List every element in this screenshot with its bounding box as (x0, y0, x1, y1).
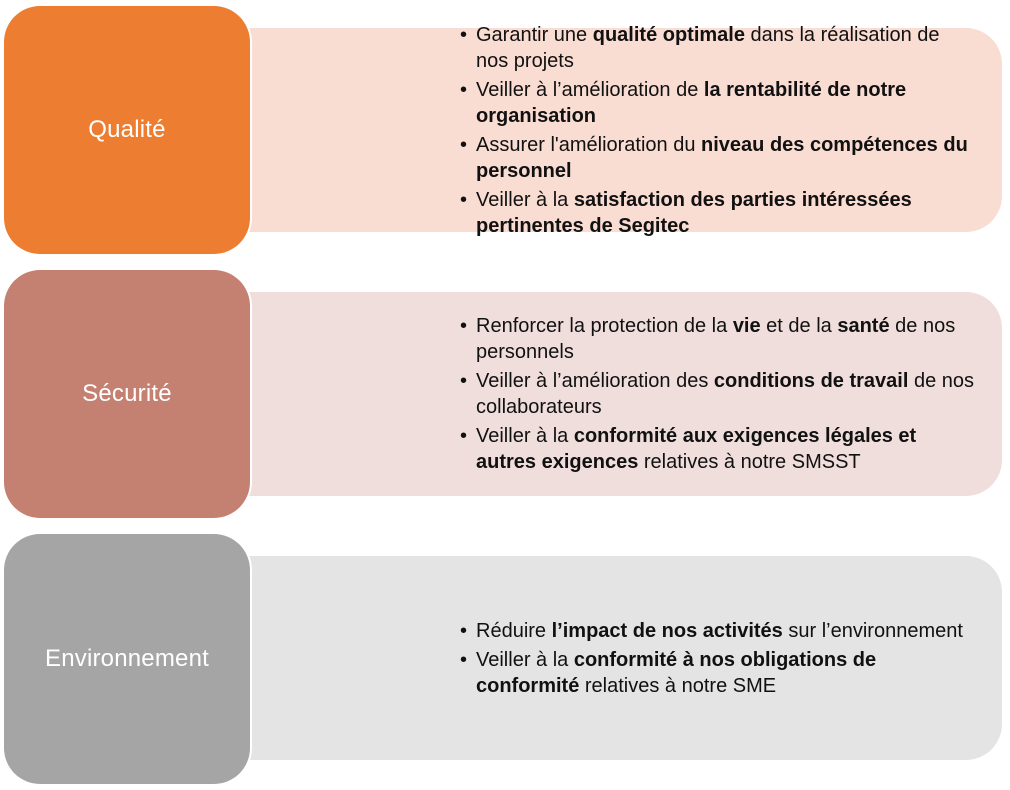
item-bold-text: conformité aux exigences légales et autres exigences (476, 425, 917, 473)
list-item (458, 22, 974, 74)
bullet-icon: • (460, 78, 468, 101)
list-item (458, 132, 974, 184)
item-text: et de la (760, 315, 838, 337)
section-qualite (0, 0, 1010, 260)
qualite-bullet-list (458, 19, 974, 242)
item-text: Veiller à la (476, 648, 574, 671)
environnement-bullet-list (458, 615, 974, 702)
item-bold-text: conformité à nos obligations de conformité (476, 648, 877, 697)
item-bold-text: niveau des compétences du personnel (476, 133, 968, 182)
item-bold-text: satisfaction des parties intéressées pertinentes de Segitec (476, 188, 912, 237)
item-text: Renforcer la protection de la (476, 315, 733, 337)
list-item (458, 423, 974, 475)
item-text: Garantir une (476, 23, 593, 46)
item-text: Veiller à la (476, 425, 574, 447)
section-securite (0, 266, 1010, 524)
item-bold-text: la rentabilité de notre organisation (476, 78, 907, 127)
item-bold-text: qualité optimale (592, 23, 745, 46)
bullet-icon: • (460, 133, 468, 156)
environnement-tile (4, 534, 250, 784)
environnement-panel (200, 556, 1002, 760)
list-item (458, 77, 974, 129)
list-item (458, 368, 974, 420)
item-bold-text: conditions de travail (713, 370, 909, 392)
item-text: Assurer l'amélioration du (476, 133, 702, 156)
item-text: de nos collaborateurs (476, 370, 974, 418)
securite-panel (200, 292, 1002, 496)
item-bold-text: l’impact de nos activités (551, 619, 783, 642)
item-text: relatives à notre SMSST (638, 451, 861, 473)
securite-tile (4, 270, 250, 518)
qualite-panel (200, 23, 1002, 237)
bullet-icon: • (460, 315, 468, 337)
item-text: Veiller à la (476, 188, 574, 211)
item-text: Veiller à l’amélioration des (476, 370, 714, 392)
item-text: relatives à notre SME (579, 674, 777, 697)
bullet-icon: • (460, 619, 468, 642)
list-item (458, 187, 974, 239)
securite-bullet-list (458, 310, 974, 478)
bullet-icon: • (460, 425, 468, 447)
item-text: Réduire (476, 619, 552, 642)
list-item (458, 618, 974, 644)
section-title: Qualité (88, 116, 166, 143)
qualite-tile (4, 6, 250, 254)
item-text: dans la réalisation de nos projets (476, 23, 940, 72)
list-item (458, 313, 974, 365)
bullet-icon: • (460, 648, 468, 671)
bullet-icon: • (460, 370, 468, 392)
bullet-icon: • (460, 23, 468, 46)
section-title: Sécurité (82, 380, 172, 407)
item-text: sur l’environnement (782, 619, 963, 642)
list-item (458, 647, 974, 699)
item-text: Veiller à l’amélioration de (476, 78, 704, 101)
section-environnement (0, 530, 1010, 790)
section-title: Environnement (44, 645, 210, 672)
item-bold-text: vie (732, 315, 761, 337)
bullet-icon: • (460, 188, 468, 211)
item-text: de nos personnels (476, 315, 956, 363)
item-bold-text: santé (837, 315, 890, 337)
